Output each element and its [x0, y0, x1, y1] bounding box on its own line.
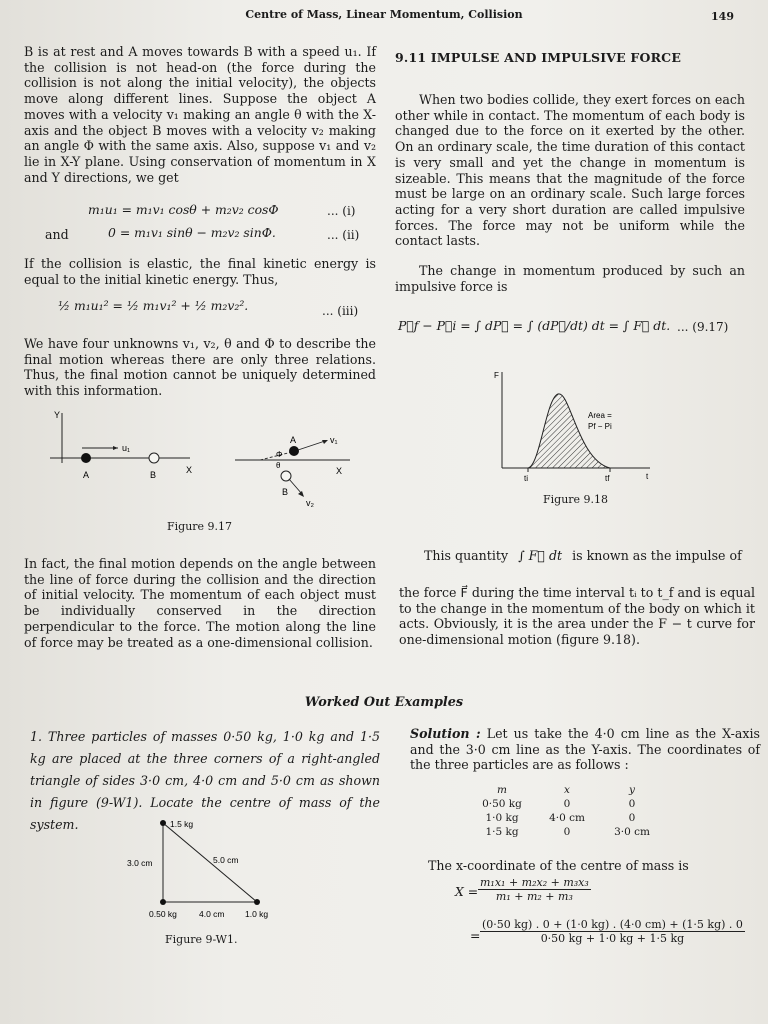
- table-header-row: [472, 783, 662, 797]
- section-heading: 9.11 IMPULSE AND IMPULSIVE FORCE: [395, 50, 682, 65]
- fig917-b2-label: B: [282, 487, 289, 497]
- figw1-bottom-side-label: 4.0 cm: [199, 909, 225, 919]
- quantity-prefix: This quantity: [424, 548, 509, 563]
- equation-9-17-number: ... (9.17): [677, 320, 729, 334]
- fig917-x2-label: X: [336, 466, 343, 476]
- fig917-a-label: A: [83, 470, 90, 480]
- equation-i: m₁u₁ = m₁v₁ cosθ + m₂v₂ cosΦ: [88, 202, 279, 217]
- table-cell: 1·0 kg: [485, 812, 519, 824]
- intro-paragraph: B is at rest and A moves towards B with a speed u₁. If the collision is not head-on (the force during the collision is not along the initial velocity), the objects move along different lines. Suppose the object A moves with a velocity v₁ making an angle θ with the X-axis and the object B moves with a velocity v₂ making an angle Φ with the same axis. Also, suppose v₁ and v₂ lie in X-Y plane. Using conservation of momentum in X and Y directions, we get: [24, 44, 376, 185]
- table-cell: 0: [563, 826, 571, 838]
- fig917-particle-a: [81, 453, 91, 463]
- x-formula-denominator: m₁ + m₂ + m₃: [495, 890, 573, 903]
- equation-ii: 0 = m₁v₁ sinθ − m₂v₂ sinΦ.: [108, 225, 276, 240]
- figure-9-w1-caption: Figure 9-W1.: [165, 933, 238, 946]
- elastic-paragraph: If the collision is elastic, the final kinetic energy is equal to the initial kinetic energy. Thus,: [24, 256, 376, 287]
- xcoord-text: The x-coordinate of the centre of mass is: [428, 858, 689, 873]
- fig917-v2-label: v₂: [306, 498, 314, 508]
- table-cell: 3·0 cm: [614, 826, 650, 838]
- running-header: Centre of Mass, Linear Momentum, Collision: [245, 8, 523, 21]
- table-cell: 0: [628, 812, 636, 824]
- solution-text: Let us take the 4·0 cm line as the X-axis and the 3·0 cm line as the Y-axis. The coordinates of the three particles are as follows :: [410, 726, 760, 773]
- quantity-integral: ∫ F⃗ dt: [518, 548, 563, 563]
- figure-9-w1: [120, 816, 290, 920]
- table-cell: 0: [563, 798, 571, 810]
- table-cell: 0·50 kg: [482, 798, 522, 810]
- x-denominator-2: 0·50 kg + 1·0 kg + 1·5 kg: [540, 932, 685, 945]
- problem-1: 1. Three particles of masses 0·50 kg, 1·0 kg and 1·5 kg are placed at the three corners of a right-angled triangle of sides 3·0 cm, 4·0 cm and 5·0 cm as shown in figure (9-W1). Locate the centre of mass of the system.: [30, 729, 380, 832]
- coordinates-table: [472, 783, 662, 839]
- equation-iii: ½ m₁u₁² = ½ m₁v₁² + ½ m₂v₂².: [58, 298, 249, 313]
- fig917-v2-arrowhead: [298, 491, 304, 497]
- quantity-line: [424, 548, 742, 564]
- figw1-left-mass: [160, 899, 166, 905]
- page-number: 149: [711, 10, 734, 23]
- x-eq-sign: =: [470, 928, 481, 943]
- table-header-y: y: [629, 784, 635, 796]
- table-cell: 4·0 cm: [549, 812, 585, 824]
- table-header-x: x: [564, 784, 570, 796]
- impulse-paragraph: When two bodies collide, they exert forces on each other while in contact. The momentum of each body is changed due to the force on it exerted by the other. On an ordinary scale, the time duration of this contact is very small and yet the change in momentum is sizeable. This means that the magnitude of the force must be large on an ordinary scale. Such large forces acting for a very short duration are called impulsive forces. The force may not be uniform while the contact lasts.: [395, 92, 745, 249]
- equation-ii-prefix: and: [45, 227, 69, 242]
- quantity-suffix: is known as the impulse of: [572, 548, 742, 563]
- fig917-a2-label: A: [290, 435, 297, 445]
- fig918-t-label: t: [646, 472, 649, 481]
- fig917-particle-a2: [289, 446, 299, 456]
- fig918-area-label-2: Pf − Pi: [588, 422, 612, 431]
- fig918-area-label-1: Area =: [588, 411, 612, 420]
- x-fraction-2: [480, 918, 745, 945]
- figw1-triangle: [163, 823, 257, 902]
- unknowns-paragraph: We have four unknowns v₁, v₂, θ and Φ to describe the final motion whereas there are only three relations. Thus, the final motion cannot be uniquely determined with this information.: [24, 336, 376, 399]
- fig917-theta-label: θ: [276, 461, 281, 470]
- figw1-top-mass: [160, 820, 166, 826]
- table-cell: 0: [628, 798, 636, 810]
- fig918-tf-label: tf: [605, 474, 610, 483]
- equation-9-17: P⃗f − P⃗i = ∫ dP⃗ = ∫ (dP⃗/dt) dt = ∫ F⃗ dt.: [398, 318, 671, 333]
- x-formula-numerator: m₁x₁ + m₂x₂ + m₃x₃: [480, 876, 589, 889]
- figw1-left-side-label: 3.0 cm: [127, 858, 153, 868]
- table-row: [472, 797, 662, 811]
- fig918-f-label: F: [494, 371, 499, 380]
- figw1-hyp-label: 5.0 cm: [213, 855, 239, 865]
- x-lhs: X =: [455, 884, 479, 899]
- figure-9-18-caption: Figure 9.18: [543, 493, 609, 506]
- figure-9-17: [30, 408, 370, 513]
- final-motion-paragraph: In fact, the final motion depends on the angle between the line of force during the collision and the direction of initial velocity. The momentum of each object must be individually conserved in the direction perpendicular to the force. The motion along the line of force may be treated as a one-dimensional collision.: [24, 556, 376, 650]
- worked-examples-heading: Worked Out Examples: [304, 695, 464, 710]
- fig917-b-label: B: [150, 470, 157, 480]
- table-row: [472, 811, 662, 825]
- figw1-bottom-left-label: 0.50 kg: [149, 909, 177, 919]
- figw1-right-mass: [254, 899, 260, 905]
- fig917-y-label: Y: [54, 410, 61, 420]
- impulse-definition: the force F⃗ during the time interval tᵢ to t_f and is equal to the change in the momentum of the body on which it acts. Obviously, it is the area under the F − t curve for one-dimensional motion (figure 9.18).: [399, 585, 755, 648]
- fig917-u1-arrowhead: [113, 446, 118, 450]
- figw1-bottom-right-label: 1.0 kg: [245, 909, 269, 919]
- x-fraction: [478, 876, 591, 903]
- x-numerator-2: (0·50 kg) . 0 + (1·0 kg) . (4·0 cm) + (1·5 kg) . 0: [482, 918, 743, 931]
- table-row: [472, 825, 662, 839]
- table-header-m: m: [497, 784, 507, 796]
- fig917-u1-label: u₁: [122, 443, 131, 453]
- fig917-x-label: X: [186, 465, 193, 475]
- fig917-v2-arrow: [289, 479, 302, 494]
- change-paragraph: The change in momentum produced by such an impulsive force is: [395, 263, 745, 294]
- fig918-ti-label: ti: [524, 474, 528, 483]
- figure-9-17-caption: Figure 9.17: [167, 520, 233, 533]
- fig917-v1-label: v₁: [330, 435, 338, 445]
- figure-9-18: [488, 368, 658, 486]
- solution-label: Solution :: [410, 726, 481, 741]
- fig917-particle-b: [149, 453, 159, 463]
- fig917-phi-label: Φ: [276, 450, 283, 459]
- solution-block: [410, 726, 760, 773]
- equation-iii-number: ... (iii): [322, 304, 359, 318]
- equation-ii-number: ... (ii): [327, 228, 360, 242]
- fig917-v1-arrow: [298, 441, 325, 450]
- equation-i-number: ... (i): [327, 204, 356, 218]
- table-cell: 1·5 kg: [485, 826, 519, 838]
- figw1-top-label: 1.5 kg: [170, 819, 194, 829]
